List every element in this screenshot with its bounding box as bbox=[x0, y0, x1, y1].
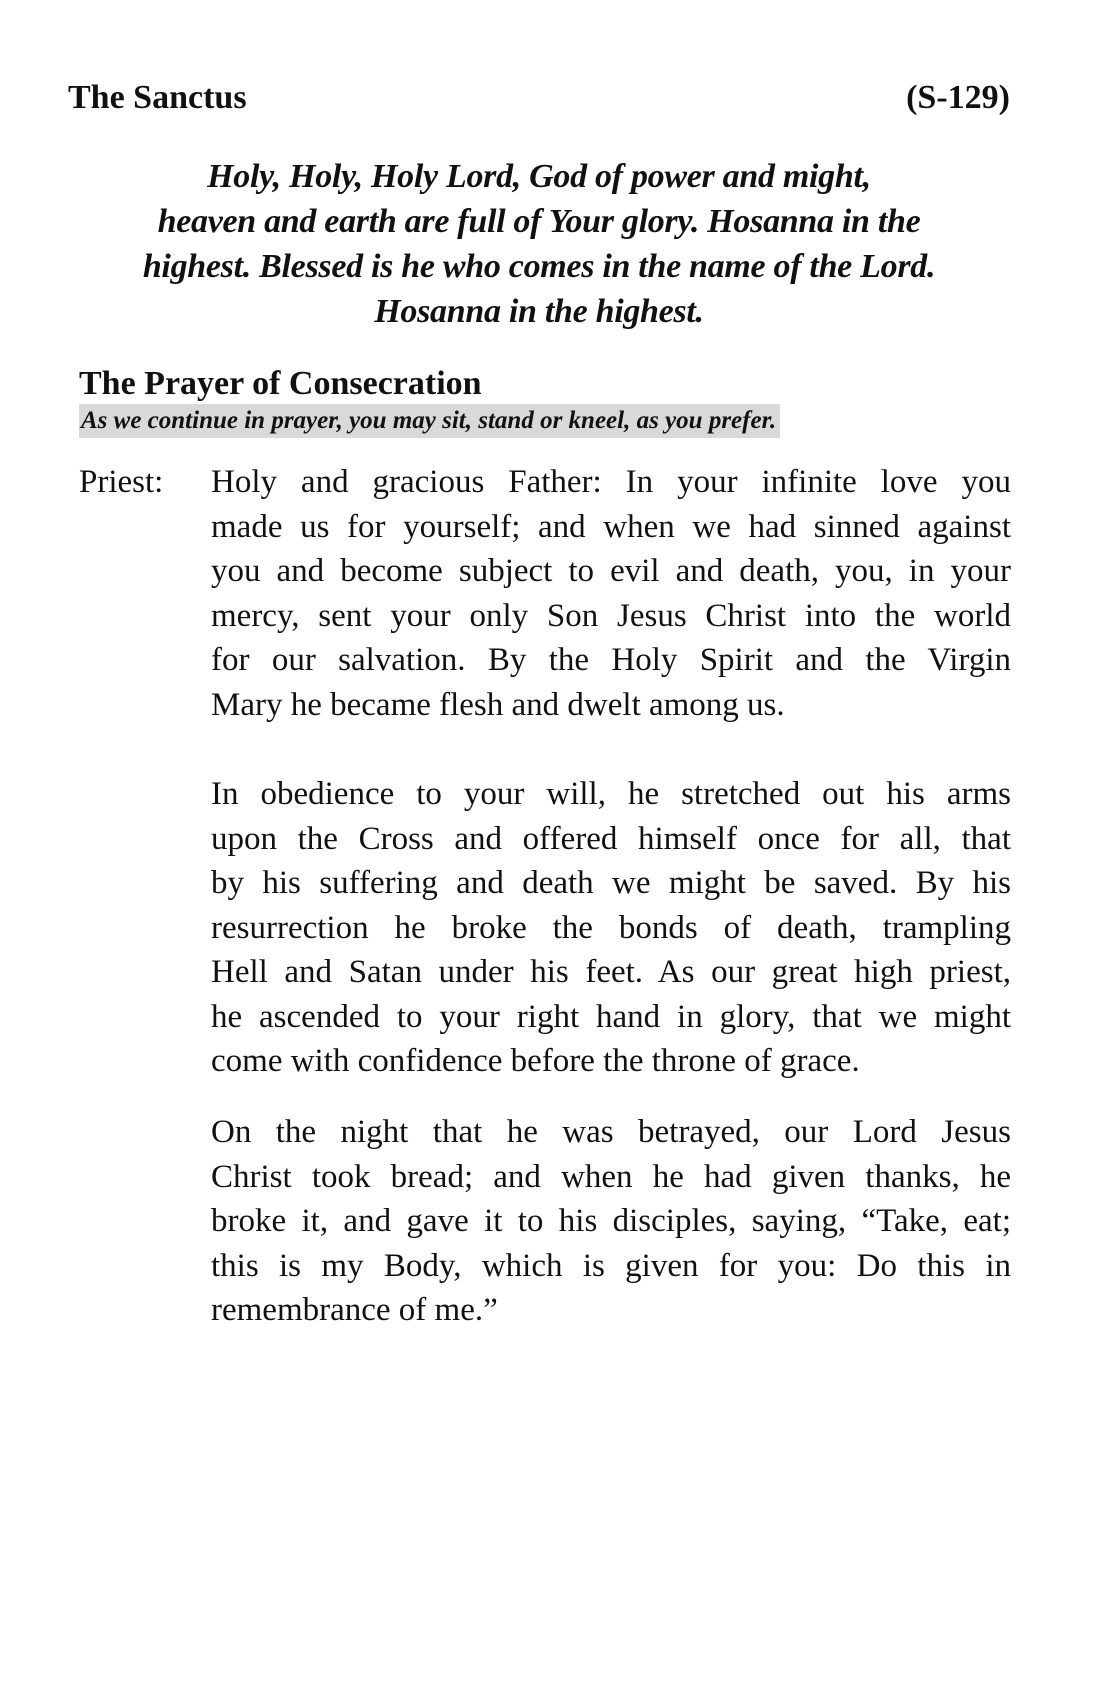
prayer-line: Christ took bread; and when he had given thanks, he bbox=[211, 1158, 1011, 1195]
prayer-paragraph bbox=[211, 772, 1011, 1084]
sanctus-reference: (S-129) bbox=[906, 79, 1010, 116]
prayer-line: he ascended to your right hand in glory, that we might bbox=[211, 998, 1011, 1035]
sanctus-line: Holy, Holy, Holy Lord, God of power and might, bbox=[207, 158, 871, 195]
sanctus-line: heaven and earth are full of Your glory. Hosanna in the bbox=[157, 203, 921, 240]
sanctus-title: The Sanctus bbox=[68, 79, 247, 116]
consecration-title: The Prayer of Consecration bbox=[79, 365, 482, 402]
prayer-line: mercy, sent your only Son Jesus Christ into the world bbox=[211, 597, 1011, 634]
prayer-line: broke it, and gave it to his disciples, saying, “Take, eat; bbox=[211, 1203, 1011, 1239]
sanctus-line: highest. Blessed is he who comes in the name of the Lord. bbox=[142, 248, 936, 285]
sanctus-header bbox=[68, 78, 1010, 118]
prayer-line: upon the Cross and offered himself once for all, that bbox=[211, 820, 1011, 857]
prayer-line: by his suffering and death we might be saved. By his bbox=[211, 865, 1011, 901]
prayer-line: Holy and gracious Father: In your infinite love you bbox=[211, 464, 1011, 500]
prayer-line: In obedience to your will, he stretched out his arms bbox=[211, 776, 1011, 812]
prayer-line: resurrection he broke the bonds of death, trampling bbox=[211, 909, 1011, 946]
prayer-line: for our salvation. By the Holy Spirit and the Virgin bbox=[211, 642, 1011, 678]
sanctus-line: Hosanna in the highest. bbox=[374, 293, 704, 330]
prayer-line: On the night that he was betrayed, our Lord Jesus bbox=[211, 1114, 1011, 1150]
prayer-line: come with confidence before the throne of grace. bbox=[211, 1043, 860, 1079]
sanctus-response bbox=[68, 154, 1010, 334]
prayer-line: remembrance of me.” bbox=[211, 1292, 498, 1328]
prayer-line: Mary he became flesh and dwelt among us. bbox=[211, 686, 785, 723]
prayer-line: made us for yourself; and when we had sinned against bbox=[211, 508, 1011, 545]
consecration-rubric: As we continue in prayer, you may sit, stand or kneel, as you prefer. bbox=[79, 404, 780, 438]
prayer-line: this is my Body, which is given for you: Do this in bbox=[211, 1247, 1011, 1284]
prayer-line: Hell and Satan under his feet. As our great high priest, bbox=[211, 954, 1011, 990]
prayer-paragraph bbox=[211, 460, 1011, 727]
prayer-line: you and become subject to evil and death, you, in your bbox=[211, 553, 1011, 589]
prayer-paragraph bbox=[211, 1110, 1011, 1333]
speaker-label: Priest: bbox=[79, 464, 164, 500]
